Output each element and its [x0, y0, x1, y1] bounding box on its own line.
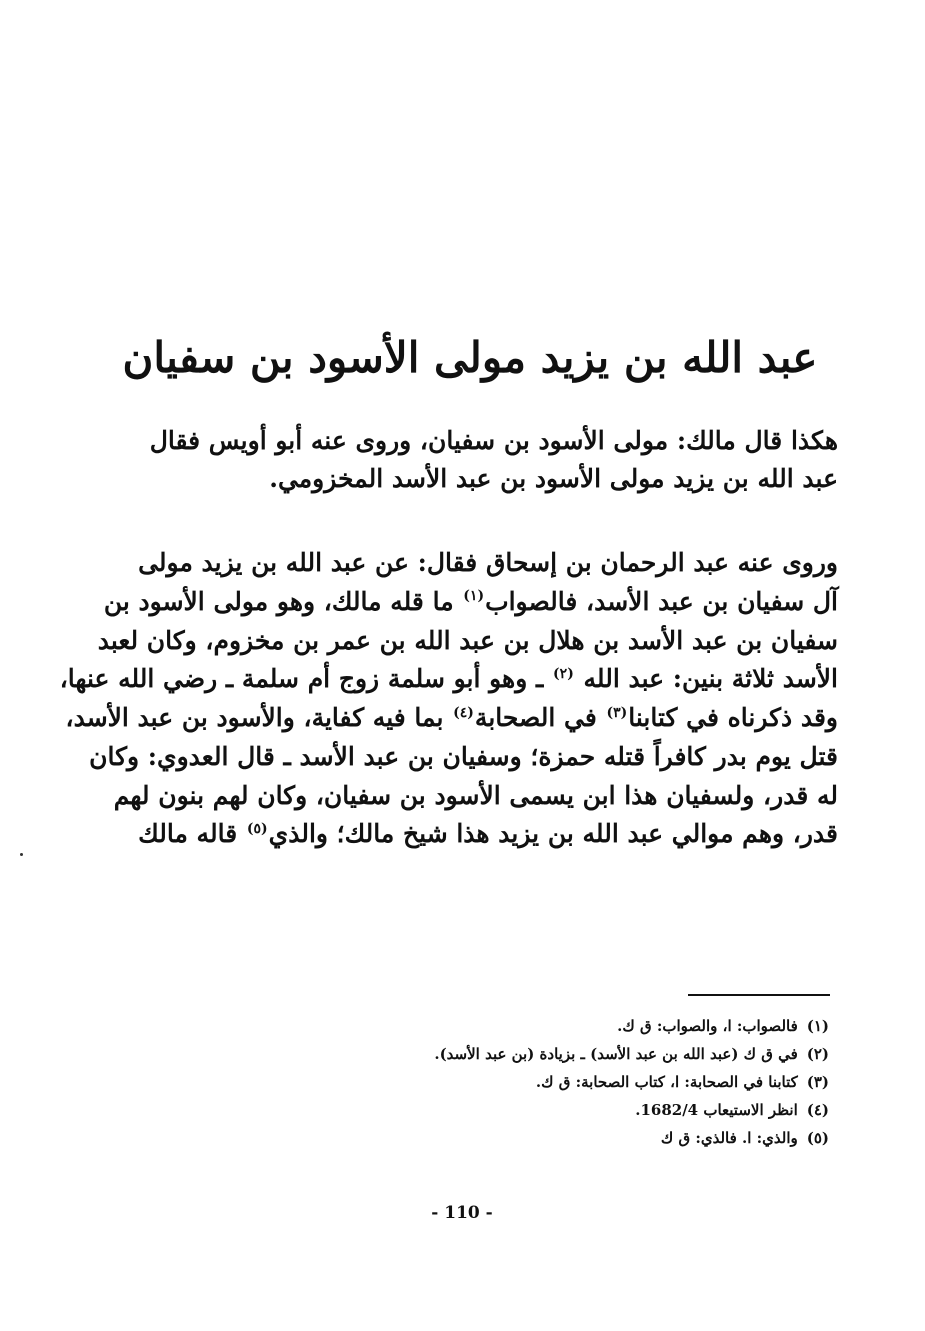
- text-segment: الأسد ثلاثة بنين: عبد الله: [574, 664, 838, 694]
- footnote-divider: [688, 994, 830, 996]
- text-segment: ـ وهو أبو سلمة زوج أم سلمة ـ رضي الله عنها،: [59, 664, 553, 694]
- footnote-text: كتابنا في الصحابة: ا، كتاب الصحابة: ق ك.: [535, 1073, 798, 1091]
- text-segment: قاله مالك: [138, 819, 246, 849]
- text-segment: ما قله مالك، وهو مولى الأسود بن: [103, 586, 463, 616]
- paragraph-2: [59, 544, 838, 854]
- text-line: [103, 583, 838, 622]
- footnote-item: [309, 1096, 829, 1124]
- footnote-number: (١): [806, 1017, 829, 1035]
- footnote-ref-2: (٢): [553, 665, 574, 682]
- footnote-text: فالصواب: ا، والصواب: ق ك.: [617, 1017, 798, 1035]
- footnote-ref-4: (٤): [453, 704, 474, 721]
- footnote-text: والذي: ا. فالذي: ق ك: [660, 1129, 798, 1147]
- paragraph-1: [118, 422, 838, 499]
- text-segment: في الصحابة: [474, 703, 606, 732]
- page-title: عبد الله بن يزيد مولى الأسود بن سفيان: [122, 333, 818, 383]
- footnote-ref-1: (١): [463, 588, 485, 605]
- text-line: [59, 660, 838, 699]
- footnote-number: (٤): [806, 1101, 829, 1119]
- text-segment: بما فيه كفاية، والأسود بن عبد الأسد،: [65, 703, 453, 732]
- text-line: له قدر، ولسفيان هذا ابن يسمى الأسود بن سفيان، وكان لهم بنون لهم: [113, 780, 838, 810]
- footnote-text: انظر الاستيعاب 1682/4.: [635, 1101, 798, 1119]
- text-line: عبد الله بن يزيد مولى الأسود بن عبد الأسد المخزومي.: [269, 464, 838, 494]
- text-segment: آل سفيان بن عبد الأسد، فالصواب: [485, 586, 838, 616]
- footnote-number: (٥): [806, 1129, 829, 1147]
- page-number: - 110 -: [431, 1203, 493, 1223]
- footnote-ref-5: (٥): [246, 820, 268, 837]
- footnote-number: (٣): [806, 1073, 829, 1091]
- footnotes-list: [309, 1012, 829, 1152]
- text-line: [65, 699, 838, 738]
- footnote-item: [309, 1124, 829, 1152]
- text-line: هكذا قال مالك: مولى الأسود بن سفيان، وروى عنه أبو أويس فقال: [149, 426, 838, 455]
- text-line: [118, 815, 838, 854]
- scan-speck: [20, 853, 23, 856]
- footnote-number: (٢): [806, 1045, 829, 1063]
- text-segment: وقد ذكرناه في كتابنا: [628, 703, 838, 732]
- footnote-item: [309, 1012, 829, 1040]
- footnote-text: في ق ك (عبد الله بن عبد الأسد) ـ بزيادة (بن عبد الأسد).: [434, 1045, 798, 1063]
- text-line: قتل يوم بدر كافراً قتله حمزة؛ وسفيان بن عبد الأسد ـ قال العدوي: وكان: [89, 741, 838, 771]
- footnote-item: [309, 1040, 829, 1068]
- footnote-ref-3: (٣): [606, 704, 628, 721]
- text-line: وروى عنه عبد الرحمان بن إسحاق فقال: عن عبد الله بن يزيد مولى: [138, 548, 838, 577]
- text-segment: قدر، وهم موالي عبد الله بن يزيد هذا شيخ مالك؛ والذي: [268, 819, 838, 849]
- text-line: سفيان بن عبد الأسد بن هلال بن عبد الله بن عمر بن مخزوم، وكان لعبد: [97, 625, 838, 655]
- footnote-item: [309, 1068, 829, 1096]
